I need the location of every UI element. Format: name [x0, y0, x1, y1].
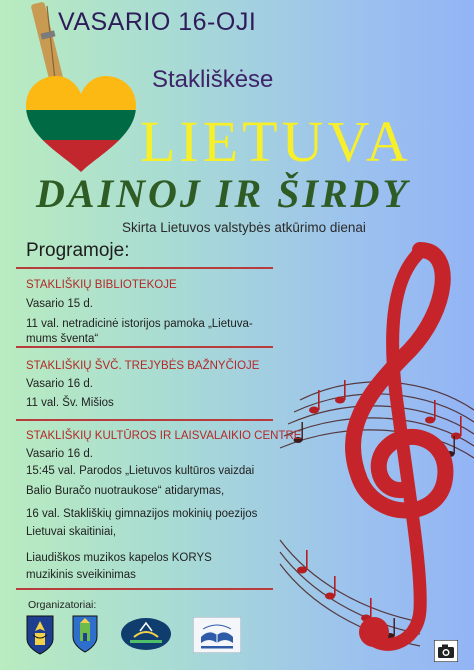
coat-of-arms-icon: [26, 615, 54, 655]
flag-heart-icon: [22, 74, 140, 174]
venue-church: STAKLIŠKIŲ ŠVČ. TREJYBĖS BAŽNYČIOJE: [26, 360, 260, 372]
organizers-label: Organizatoriai:: [28, 599, 97, 611]
divider: [16, 267, 273, 269]
program-heading: Programoje:: [26, 240, 130, 261]
venue-culture-centre: STAKLIŠKIŲ KULTŪROS IR LAISVALAIKIO CENTRE: [26, 430, 302, 442]
event-date: Vasario 15 d.: [26, 298, 93, 310]
event-line: 11 val. netradicinė istorijos pamoka „Lietuva-: [26, 318, 253, 330]
date-title: VASARIO 16-OJI: [58, 8, 257, 36]
event-date: Vasario 16 d.: [26, 378, 93, 390]
event-line: Liaudiškos muzikos kapelos KORYS: [26, 552, 212, 564]
camera-icon: [434, 640, 458, 662]
library-logo-icon: [193, 617, 241, 653]
event-date: Vasario 16 d.: [26, 448, 93, 460]
event-line: Balio Buračo nuotraukose“ atidarymas,: [26, 485, 225, 497]
coat-of-arms-icon: [72, 615, 98, 653]
divider: [16, 588, 273, 590]
event-line: Lietuvai skaitiniai,: [26, 526, 117, 538]
divider: [16, 419, 273, 421]
event-line: muzikinis sveikinimas: [26, 569, 136, 581]
subtitle: Skirta Lietuvos valstybės atkūrimo dienai: [122, 220, 366, 235]
event-line: mums šventa“: [26, 333, 99, 345]
divider: [16, 346, 273, 348]
event-line: 15:45 val. Parodos „Lietuvos kultūros vaizdai: [26, 465, 255, 477]
venue-library: STAKLIŠKIŲ BIBLIOTEKOJE: [26, 279, 177, 291]
slogan: DAINOJ IR ŠIRDY: [36, 171, 410, 216]
place-name: Stakliškėse: [152, 66, 274, 93]
event-line: 11 val. Šv. Mišios: [26, 397, 114, 409]
main-title: LIETUVA: [140, 109, 412, 174]
gymnasium-logo-icon: [120, 617, 172, 651]
event-line: 16 val. Stakliškių gimnazijos mokinių poezijos: [26, 508, 258, 520]
treble-clef-icon: [270, 240, 474, 670]
